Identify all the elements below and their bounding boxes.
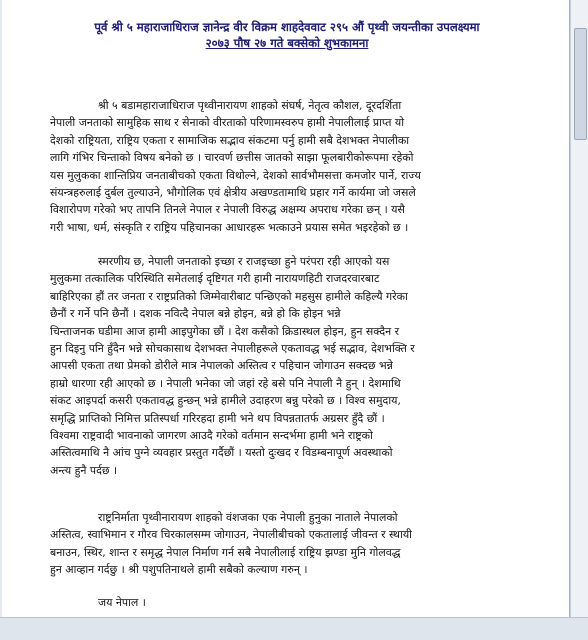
text-line: हाम्रो धारणा रही आएको छ । नेपाली भनेका जो जहां रहे बसे पनि नेपाली नै हुन् । देशमाथि — [50, 376, 401, 390]
text-line: हुन आव्हान गर्दछु । श्री पशुपतिनाथले हामी सबैको कल्याण गरुन् । — [50, 563, 308, 577]
scroll-thumb[interactable] — [574, 28, 587, 140]
document-page — [2, 0, 570, 618]
text-line: संकट आइपर्दा कसरी एकतावद्ध हुन्छन् भन्ने हामीले उदाहरण बन्नु परेको छ । विश्व समुदाय, — [50, 394, 401, 408]
text-line: राष्ट्रनिर्माता पृथ्वीनारायण शाहको वंशजका एक नेपाली हुनुका नाताले नेपालको — [98, 511, 398, 524]
text-line: अस्तित्व, स्वाभिमान र गौरव चिरकालसम्म जोगाउन, नेपालीबीचको एकतालाई जीवन्त र स्थायी — [50, 528, 412, 542]
vertical-scrollbar[interactable] — [570, 0, 588, 618]
text-line: आपसी एकता तथा प्रेमको डोरीले मात्र नेपालको अस्तित्व र पहिचान जोगाउन सक्दछ भन्ने — [50, 359, 393, 373]
text-line: चिन्ताजनक घडीमा आज हामी आइपुगेका छौं । देश कसैको क्रिडास्थल होइन, हुन सक्दैन र — [50, 324, 400, 338]
document-title — [12, 20, 562, 51]
closing-line: जय नेपाल । — [98, 596, 146, 609]
text-line: अन्त्य हुनै पर्दछ । — [50, 463, 118, 477]
text-line: अस्तित्वमाथि नै आंच पुग्ने व्यवहार प्रस्तुत गर्दैछौं । यस्तो दुःखद र विडम्बनापूर्ण अवस्थाको — [50, 446, 393, 460]
title-line: २०७३ पौष २७ गते बक्सेको शुभकामना — [205, 36, 369, 50]
text-line: श्री ५ बडामहाराजाधिराज पृथ्वीनारायण शाहको संघर्ष, नेतृत्व कौशल, दूरदर्शिता — [98, 99, 402, 112]
text-line: लागि गंभिर चिन्ताको विषय बनेको छ । चारवर्ण छत्तीस जातको साझा फूलबारीकोरूपमा रहेको — [50, 151, 414, 165]
title-line: पूर्व श्री ५ महाराजाधिराज ज्ञानेन्द्र वीर विक्रम शाहदेववाट २९५ औं पृथ्वी जयन्तीका उपलक्ष्यमा — [94, 20, 480, 34]
text-line: स्मरणीय छ, नेपाली जनताको इच्छा र राजइच्छा हुने परंपरा रही आएको यस — [98, 255, 390, 268]
paragraph-1 — [50, 97, 532, 236]
text-line: यस मुलुकका शान्तिप्रिय जनताबीचको एकता विथोल्ने, देशको सार्वभौमसत्ता कमजोर पार्ने, राज्य — [50, 168, 421, 182]
text-line: बाहिरिएका हौं तर जनता र राष्ट्रप्रतिको जिम्मेवारीबाट पन्छिएको महसुस हामीले कहिल्यै गरेका — [50, 289, 408, 303]
text-line: छैनौं र गर्ने पनि छैनौं । दशक नवित्दै नेपाल बन्ने होइन, बन्ने हो कि होइन भन्ने — [50, 307, 341, 321]
text-line: हुन दिइनु पनि हुँदैन भन्ने सोचकासाथ देशभक्त नेपालीहरूले एकतावद्ध भई सद्भाव, देशभक्ति र — [50, 342, 415, 356]
text-line: मुलुकमा तत्कालिक परिस्थिति समेतलाई दृष्टिगत गरी हामी नारायणहिटी राजदरवारबाट — [50, 272, 380, 286]
text-line: गरी भाषा, धर्म, संस्कृति र राष्ट्रिय पहिचानका आधारहरू भत्काउने प्रयास समेत भइरहेको छ । — [50, 220, 409, 234]
paragraph-2 — [50, 253, 532, 479]
text-line: समृद्धि प्राप्तिको निमित्त प्रतिस्पर्धा गरिरहदा हामी भने थप विपन्नतातर्फ अग्रसर हुँदै छौं । — [50, 411, 385, 425]
horizontal-scrollbar[interactable] — [0, 617, 588, 640]
text-line: देशको राष्ट्रियता, राष्ट्रिय एकता र सामाजिक सद्भाव संकटमा पर्नु हामी सबै देशभक्त नेपालीका — [50, 133, 410, 147]
text-line: नेपाली जनताको सामुहिक साथ र सेनाको वीरताको परिणामस्वरुप हामी नेपालीलाई प्राप्त यो — [50, 116, 405, 130]
text-line: संयन्त्रहरुलाई दुर्बल तुल्याउने, भौगोलिक एवं क्षेत्रीय अखण्डतामाथि प्रहार गर्ने कार्यमा जो जसले — [50, 186, 416, 200]
text-line: विश्वमा राष्ट्रवादी भावनाको जागरण आउदै गरेको वर्तमान सन्दर्भमा हामी भने राष्ट्रको — [50, 429, 373, 443]
text-line: विशारोपण गरेको भए तापनि तिनले नेपाल र नेपाली विरुद्ध अक्षम्य अपराध गरेका छन् । यसै — [50, 203, 405, 217]
text-line: बनाउन, स्थिर, शान्त र समृद्ध नेपाल निर्माण गर्न सबै नेपालीलाई राष्ट्रिय झण्डा मुनि गोलवद्ध — [50, 545, 401, 559]
paragraph-3 — [50, 509, 532, 579]
